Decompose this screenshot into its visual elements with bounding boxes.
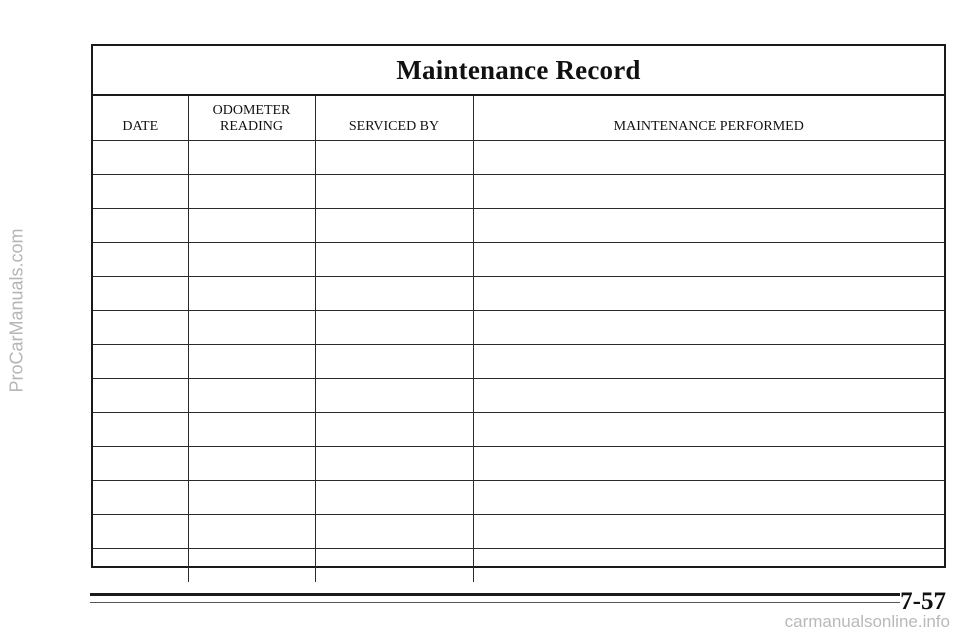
column-header-odometer-line1: ODOMETER [212, 102, 291, 118]
cell-serviced-by [315, 174, 473, 208]
column-header-odometer-reading [188, 96, 315, 140]
cell-serviced-by [315, 208, 473, 242]
cell-date [93, 344, 188, 378]
record-title: Maintenance Record [396, 54, 641, 85]
table-row [93, 310, 944, 344]
column-header-maintenance-performed-label: MAINTENANCE PERFORMED [613, 118, 804, 134]
cell-date [93, 276, 188, 310]
footer-rules [90, 593, 900, 607]
table-row [93, 514, 944, 548]
cell-maintenance [473, 310, 944, 344]
cell-odometer [188, 140, 315, 174]
table-row [93, 208, 944, 242]
table-row [93, 276, 944, 310]
table-row [93, 174, 944, 208]
cell-maintenance [473, 276, 944, 310]
watermark-bottom-right: carmanualsonline.info [784, 612, 950, 631]
maintenance-table [93, 96, 944, 582]
table-row [93, 344, 944, 378]
cell-maintenance [473, 480, 944, 514]
table-row [93, 548, 944, 582]
cell-maintenance [473, 514, 944, 548]
table-row [93, 242, 944, 276]
column-header-odometer-line2: READING [220, 118, 283, 134]
cell-date [93, 412, 188, 446]
table-header-row [93, 96, 944, 140]
page-number: 7-57 [900, 588, 946, 615]
column-header-serviced-by-label: SERVICED BY [348, 118, 440, 134]
cell-date [93, 378, 188, 412]
maintenance-record-form [91, 44, 946, 568]
cell-maintenance [473, 446, 944, 480]
cell-odometer [188, 480, 315, 514]
cell-odometer [188, 242, 315, 276]
cell-odometer [188, 310, 315, 344]
cell-date [93, 140, 188, 174]
table-row [93, 446, 944, 480]
cell-odometer [188, 208, 315, 242]
cell-serviced-by [315, 378, 473, 412]
footer-rule-thick [90, 593, 900, 596]
table-row [93, 140, 944, 174]
cell-date [93, 310, 188, 344]
cell-maintenance [473, 344, 944, 378]
cell-odometer [188, 174, 315, 208]
cell-maintenance [473, 242, 944, 276]
column-header-serviced-by [315, 96, 473, 140]
cell-date [93, 242, 188, 276]
cell-odometer [188, 344, 315, 378]
cell-maintenance [473, 208, 944, 242]
cell-maintenance [473, 140, 944, 174]
record-title-bar [93, 46, 944, 96]
cell-date [93, 446, 188, 480]
cell-serviced-by [315, 548, 473, 582]
cell-serviced-by [315, 480, 473, 514]
cell-odometer [188, 446, 315, 480]
cell-serviced-by [315, 310, 473, 344]
cell-date [93, 514, 188, 548]
cell-serviced-by [315, 344, 473, 378]
cell-serviced-by [315, 276, 473, 310]
watermark-left [2, 150, 32, 470]
cell-odometer [188, 412, 315, 446]
table-row [93, 412, 944, 446]
cell-date [93, 548, 188, 582]
cell-date [93, 208, 188, 242]
cell-maintenance [473, 412, 944, 446]
cell-odometer [188, 276, 315, 310]
column-header-maintenance-performed [473, 96, 944, 140]
cell-date [93, 480, 188, 514]
column-header-date [93, 96, 188, 140]
cell-serviced-by [315, 514, 473, 548]
cell-serviced-by [315, 140, 473, 174]
cell-maintenance [473, 174, 944, 208]
cell-odometer [188, 514, 315, 548]
cell-serviced-by [315, 242, 473, 276]
column-header-date-label: DATE [122, 118, 159, 134]
cell-serviced-by [315, 412, 473, 446]
table-row [93, 480, 944, 514]
table-body [93, 140, 944, 582]
cell-serviced-by [315, 446, 473, 480]
cell-date [93, 174, 188, 208]
watermark-left-text: ProCarManuals.com [6, 227, 27, 393]
table-row [93, 378, 944, 412]
cell-odometer [188, 548, 315, 582]
cell-maintenance [473, 548, 944, 582]
cell-odometer [188, 378, 315, 412]
cell-maintenance [473, 378, 944, 412]
footer-rule-thin [90, 602, 900, 603]
